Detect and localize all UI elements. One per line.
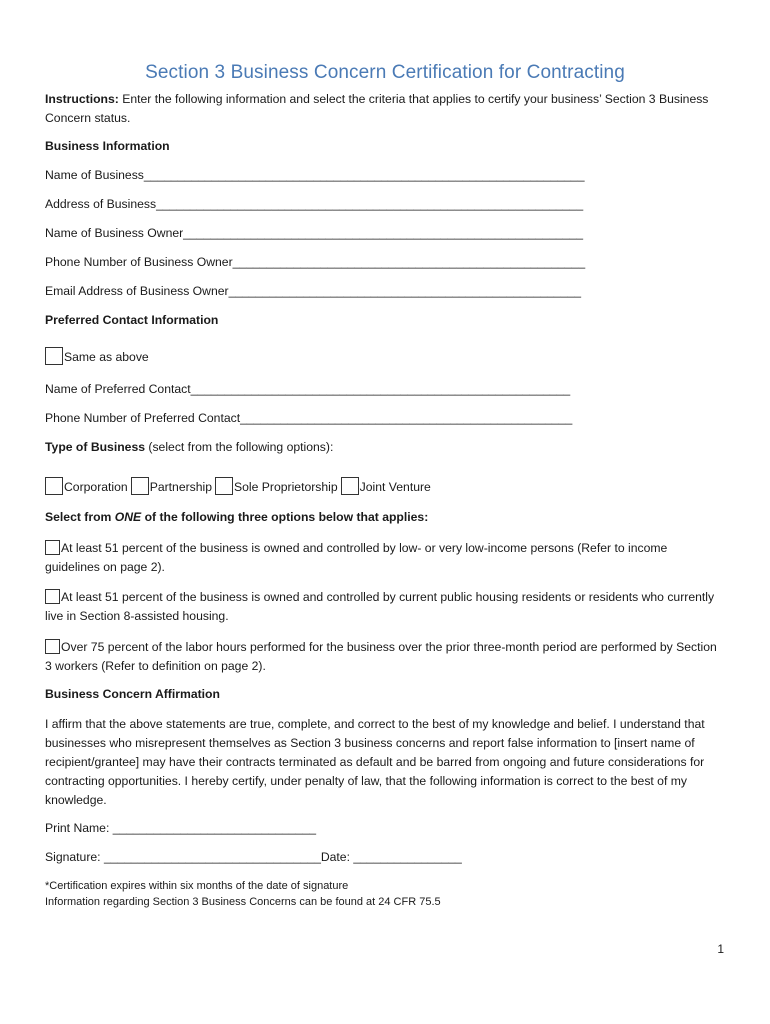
joint-venture-checkbox[interactable] xyxy=(341,477,359,495)
option-partnership: Partnership xyxy=(131,477,212,497)
business-info-heading: Business Information xyxy=(45,139,170,153)
same-as-above-option xyxy=(45,347,149,367)
affirmation-heading: Business Concern Affirmation xyxy=(45,687,220,701)
sole-proprietorship-checkbox[interactable] xyxy=(215,477,233,495)
instructions-label: Instructions: xyxy=(45,92,119,106)
reference-footnote: Information regarding Section 3 Business Concerns can be found at 24 CFR 75.5 xyxy=(45,896,441,908)
type-of-business-heading: Type of Business (select from the following options): xyxy=(45,440,334,454)
phone-of-owner-field[interactable]: Phone Number of Business Owner____________________________________________________ xyxy=(45,255,586,269)
corporation-checkbox[interactable] xyxy=(45,477,63,495)
affirmation-text: I affirm that the above statements are true, complete, and correct to the best of my knowledge and belief. I understand that businesses who misrepresent themselves as Section 3 business concerns and report false information to [insert name of recipient/grantee] may have their contracts terminated as default and be barred from ongoing and future considerations for contracting opportunities. I hereby certify, under penalty of law, that the following information is correct to the best of my knowledge. xyxy=(45,717,705,807)
criteria-option-3: Over 75 percent of the labor hours performed for the business over the prior three-month period are performed by Section 3 workers (Refer to definition on page 2). xyxy=(45,640,717,673)
same-as-above-label: Same as above xyxy=(64,350,149,364)
preferred-contact-name-field[interactable]: Name of Preferred Contact________________________________________________________ xyxy=(45,382,571,396)
signature-date-field[interactable]: Signature: ________________________________Date: ________________ xyxy=(45,850,462,864)
criteria-option-1: At least 51 percent of the business is owned and controlled by low- or very low-income persons (Refer to income guidelines on page 2). xyxy=(45,541,668,574)
page-number: 1 xyxy=(717,942,724,956)
criteria-3-checkbox[interactable] xyxy=(45,639,60,654)
name-of-business-field[interactable]: Name of Business_________________________________________________________________ xyxy=(45,168,585,182)
instructions xyxy=(45,90,725,128)
address-of-business-field[interactable]: Address of Business_______________________________________________________________ xyxy=(45,197,584,211)
expiry-footnote: *Certification expires within six months of the date of signature xyxy=(45,880,349,892)
option-corporation: Corporation xyxy=(45,477,128,497)
document-title: Section 3 Business Concern Certification for Contracting xyxy=(145,62,625,83)
option-joint-venture: Joint Venture xyxy=(341,477,431,497)
preferred-contact-heading: Preferred Contact Information xyxy=(45,313,219,327)
type-of-business-options xyxy=(45,477,434,497)
criteria-option-2: At least 51 percent of the business is owned and controlled by current public housing residents or residents who currently live in Section 8-assisted housing. xyxy=(45,590,715,623)
criteria-2-checkbox[interactable] xyxy=(45,589,60,604)
criteria-1-checkbox[interactable] xyxy=(45,540,60,555)
name-of-owner-field[interactable]: Name of Business Owner___________________________________________________________ xyxy=(45,226,584,240)
select-one-heading: Select from ONE of the following three options below that applies: xyxy=(45,510,429,524)
partnership-checkbox[interactable] xyxy=(131,477,149,495)
instructions-text: Enter the following information and select the criteria that applies to certify your business’ Section 3 Business Concern status. xyxy=(45,92,709,125)
option-sole-proprietorship: Sole Proprietorship xyxy=(215,477,338,497)
print-name-field[interactable]: Print Name: ______________________________ xyxy=(45,821,317,835)
email-of-owner-field[interactable]: Email Address of Business Owner____________________________________________________ xyxy=(45,284,582,298)
preferred-contact-phone-field[interactable]: Phone Number of Preferred Contact_________________________________________________ xyxy=(45,411,573,425)
same-as-above-checkbox[interactable] xyxy=(45,347,63,365)
